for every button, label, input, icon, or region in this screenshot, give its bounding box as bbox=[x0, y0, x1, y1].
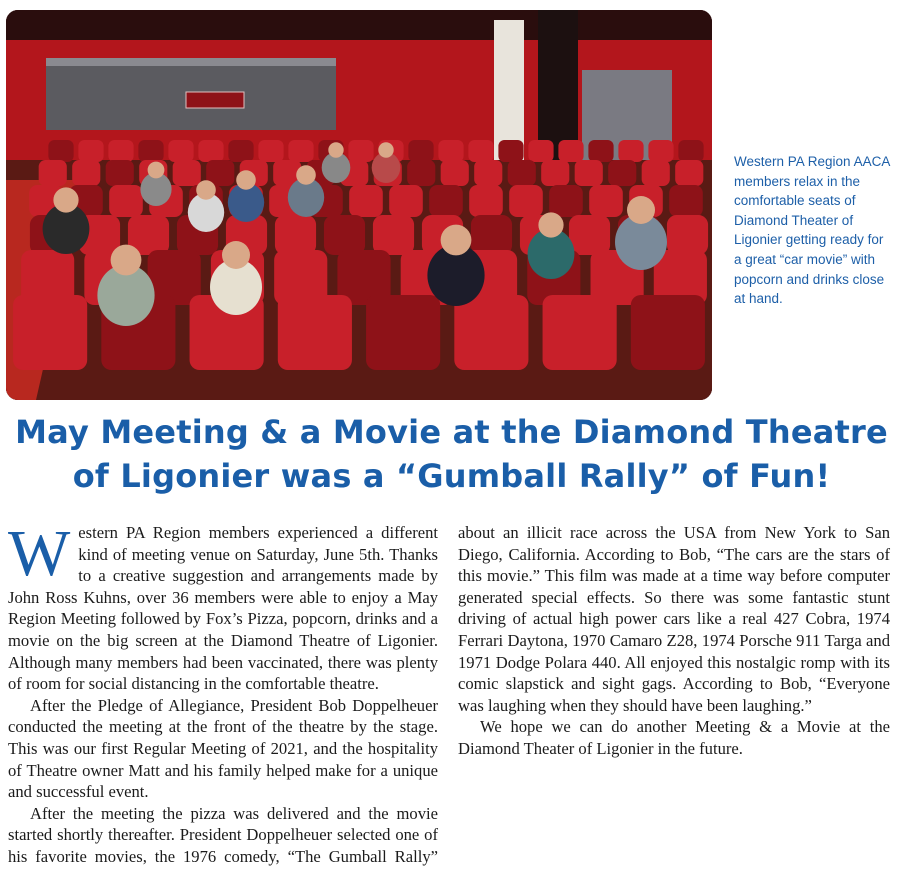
paragraph-1-text: estern PA Region members experienced a different kind of meeting venue on Saturday, June 5th. Thanks to a creative suggestion and arrangements made by John Ross Kuhns, over 36 members were able to enjoy a May Region Meeting followed by Fox’s Pizza, popcorn, drinks and a movie on the big screen at the Diamond Theatre of Ligonier. Although many members had been vaccinated, there was plenty of room for social distancing in the comfortable theatre. bbox=[8, 523, 438, 694]
theatre-seat bbox=[349, 185, 383, 217]
theatre-seat bbox=[569, 215, 610, 255]
paragraph-3-text: After the meeting the pizza was delivered and the movie started shortly thereafter. President Doppelheuer selected one of his favorite movies, the 1976 comedy, “The Gumball Rally” bbox=[8, 803, 438, 866]
theatre-seat bbox=[588, 140, 613, 162]
theatre-seat bbox=[575, 160, 603, 186]
theatre-seat bbox=[509, 185, 543, 217]
theatre-seat bbox=[173, 160, 201, 186]
theatre-seat bbox=[549, 185, 583, 217]
theatre-seat bbox=[366, 295, 440, 370]
theatre-seat bbox=[631, 295, 705, 370]
theatre-seat bbox=[407, 160, 435, 186]
article-column-right bbox=[458, 522, 890, 760]
booth-rail bbox=[46, 58, 336, 66]
theatre-seat bbox=[454, 295, 528, 370]
theatre-seat bbox=[348, 140, 373, 162]
theatre-seat bbox=[468, 140, 493, 162]
theatre-seat bbox=[429, 185, 463, 217]
paragraph-2: After the Pledge of Allegiance, President Bob Doppelheuer conducted the meeting at the front of the theatre by the stage. This was our first Regular Meeting of 2021, and the hospitality of Theatre owner Matt and his family helped make for a unique and successful event. bbox=[8, 695, 438, 802]
theatre-seat bbox=[278, 295, 352, 370]
theatre-seat bbox=[642, 160, 670, 186]
theatre-seat bbox=[543, 295, 617, 370]
theatre-seat bbox=[558, 140, 583, 162]
theatre-seat bbox=[675, 160, 703, 186]
paragraph-3-continued: about an illicit race across the USA from New York to San Diego, California. According to Bob, “The cars are the stars of this movie.” This film was made at a time way before computer generated special effects. So there was some fantastic stunt driving of actual high power cars like a real 427 Cobra, 1974 Ferrari Daytona, 1970 Camaro Z28, 1974 Porsche 911 Targa and 1971 Dodge Polara 440. All enjoyed this nostalgic romp with its comic slapstick and sight gags. According to Bob, “Everyone was laughing when they should have been laughing.” bbox=[458, 523, 890, 715]
theatre-seat bbox=[474, 160, 502, 186]
theatre-seat bbox=[138, 140, 163, 162]
white-column bbox=[494, 20, 524, 160]
theatre-seat bbox=[648, 140, 673, 162]
theatre-seat bbox=[13, 295, 87, 370]
theatre-seat bbox=[106, 160, 134, 186]
theatre-seat bbox=[109, 185, 143, 217]
theatre-seat bbox=[498, 140, 523, 162]
theatre-seat bbox=[608, 160, 636, 186]
theatre-seat bbox=[324, 215, 365, 255]
theatre-seat bbox=[408, 140, 433, 162]
theatre-seat bbox=[678, 140, 703, 162]
theatre-photo-illustration bbox=[6, 10, 712, 400]
headline-line-1: May Meeting & a Movie at the Diamond Theatre bbox=[15, 413, 888, 451]
theatre-seat bbox=[228, 140, 253, 162]
theatre-seat bbox=[72, 160, 100, 186]
theatre-seat bbox=[618, 140, 643, 162]
theatre-seat bbox=[373, 215, 414, 255]
headline bbox=[0, 410, 903, 498]
theatre-seat bbox=[275, 215, 316, 255]
theatre-seat bbox=[48, 140, 73, 162]
theatre-seat bbox=[198, 140, 223, 162]
theatre-seat bbox=[389, 185, 423, 217]
drop-cap: W bbox=[8, 517, 71, 590]
theatre-seat bbox=[288, 140, 313, 162]
theatre-seat bbox=[589, 185, 623, 217]
theatre-seat bbox=[258, 140, 283, 162]
paragraph-3-start bbox=[8, 803, 438, 868]
theatre-seat bbox=[441, 160, 469, 186]
theatre-seat bbox=[168, 140, 193, 162]
theatre-seat bbox=[508, 160, 536, 186]
photo-caption: Western PA Region AACA members relax in the comfortable seats of Diamond Theater of Ligonier getting ready for a great “car movie” with popcorn and drinks close at hand. bbox=[734, 154, 890, 307]
theatre-seat bbox=[528, 140, 553, 162]
theatre-seat bbox=[78, 140, 103, 162]
theatre-seat bbox=[39, 160, 67, 186]
paragraph-4: We hope we can do another Meeting & a Movie at the Diamond Theater of Ligonier in the future. bbox=[458, 717, 890, 758]
dark-doorway bbox=[538, 10, 578, 160]
theatre-seat bbox=[669, 185, 703, 217]
paragraph-1 bbox=[8, 517, 438, 695]
wall-sign bbox=[186, 92, 244, 108]
theatre-seat bbox=[667, 215, 708, 255]
theatre-seat bbox=[469, 185, 503, 217]
theatre-seat bbox=[108, 140, 133, 162]
headline-line-2: of Ligonier was a “Gumball Rally” of Fun! bbox=[72, 457, 831, 495]
theatre-photo bbox=[6, 10, 712, 400]
theatre-seat bbox=[438, 140, 463, 162]
theatre-seat bbox=[471, 215, 512, 255]
theatre-seat bbox=[541, 160, 569, 186]
article-column-left bbox=[8, 517, 438, 868]
